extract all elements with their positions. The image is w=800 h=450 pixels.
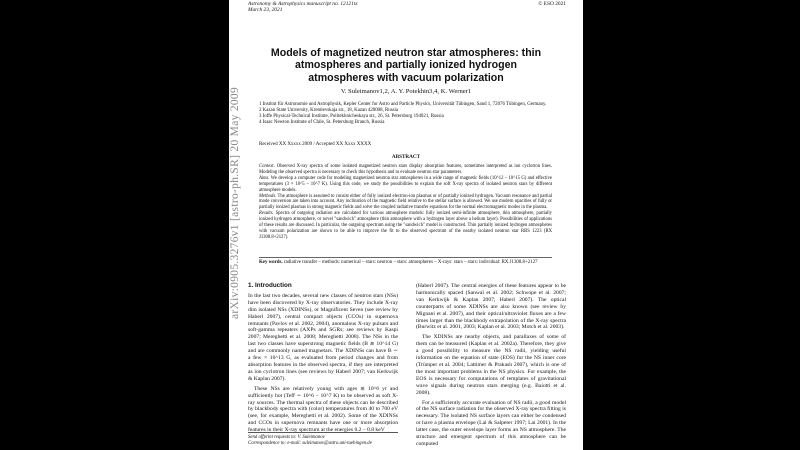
received-line: Received XX Xxxxx 2009 / Accepted XX Xxxx XXXX bbox=[259, 142, 372, 147]
abstract-methods: Methods. The atmosphere is assumed to consist either of fully ionized electron-ion plasmas or of partially ionized hydrogen. Vacuum resonance and partial mode conversion are taken into account. Any inclination of the magnetic field relative to the stellar surface is allowed. We use modern opacities of fully or partially ionized plasmas in strong magnetic fields and solve the coupled radiative transfer equations for the normal electromagnetic modes in the plasma. bbox=[259, 193, 552, 211]
footnote bbox=[248, 432, 398, 447]
correspondence-note: Correspondence to: e-mail: suleimanov@astro.uni-tuebingen.de bbox=[248, 441, 372, 446]
abstract-results: Results. Spectra of outgoing radiation are calculated for various atmosphere models: fully ionized semi-infinite atmosphere, thin atmosphere, partially ionized hydrogen atmosphere, or novel "sandwich" atmosphere (thin atmosphere with a hydrogen layer above a helium layer). Possibilities of applications of these results are discussed. In particular, the outgoing spectrum using the "sandwich" model is constructed. Thin partially ionized hydrogen atmospheres with vacuum polarization are shown to be able to improve the fit to the observed spectrum of the nearby isolated neutron star RBS 1223 (RX J1308.8+2127). bbox=[259, 211, 553, 240]
arxiv-stamp: arXiv:0905.3276v1 [astro-ph.SR] 20 May 2009 bbox=[229, 86, 241, 319]
affiliation: 1 Institut für Astronomie und Astrophysik, Kepler Center for Astro and Particle Physics, Universität Tübingen, Sand 1, 72076 Tübingen, Germany. bbox=[259, 102, 547, 107]
abstract-aims: Aims. We develop a computer code for modeling magnetized neutron star atmospheres in a wide range of magnetic fields (10^12 – 10^15 G) and effective temperatures (3 × 10^5 – 10^7 K). Using this code, we study the possibilities to explain the soft X-ray spectra of isolated neutron stars by different atmosphere models. bbox=[259, 175, 552, 193]
running-header bbox=[248, 1, 566, 14]
date-line: March 23, 2021 bbox=[248, 7, 283, 14]
keywords-text: radiative transfer – methods: numerical – stars: neutron – stars: atmospheres – X-rays: stars – stars: individual: RX J1308.8+2127 bbox=[283, 260, 538, 265]
paragraph: In the last two decades, several new classes of neutron stars (NSs) have been discovered by X-ray observatories. They include X-ray dim isolated NSs (XDINSs), or Magnificent Seven (see review by Haberl 2007), central compact objects (CCOs) in supernova remnants (Pavlov et al. 2002, 2004), anomalous X-ray pulsars and soft-gamma repeaters (AXPs and SGRs; see reviews by Kaspi 2007; Mereghetti et al. 2008; Mereghetti 2008). The NSs in the last two classes have superstrong magnetic fields (B ≳ 10^14 G) and are commonly named magnetars. The XDINSs can have B ∼ a few × 10^13 G, as evaluated from period changes and from absorption features in the observed spectra, if they are interpreted as ion cyclotron lines (see reviews by Haberl 2007; van Kerkwijk & Kaplan 2007). bbox=[248, 292, 398, 382]
abstract-context: Context. Observed X-ray spectra of some isolated magnetized neutron stars display absorption features, sometimes interpreted as ion cyclotron lines. Modeling the observed spectra is necessary to check this hypothesis and to evaluate neutron star parameters. bbox=[259, 164, 552, 175]
affiliation: 4 Isaac Newton Institute of Chile, St. Petersburg Branch, Russia bbox=[259, 120, 385, 125]
paragraph: These NSs are relatively young with ages ≲ 10^6 yr and sufficiently hot (Teff ∼ 10^6 − 10^7 K) to be observed as soft X-ray sources. The thermal spectra of these objects can be described by blackbody spectra with (color) temperatures from 40 to 700 eV (see, for example, Mereghetti et al. 2002). Some of the XDINSs and CCOs in supernova remnants have one or more absorption features in their X-ray spectrum at the energies 0.2 – 0.8 keV bbox=[248, 385, 398, 434]
journal-line: Astronomy & Astrophysics manuscript no. 12121tx bbox=[248, 1, 358, 7]
keywords-label: Key words. bbox=[259, 260, 283, 265]
paragraph: The XDINSs are nearby objects, and parallaxes of some of them can be measured (Kaplan et al. 2002a). Therefore, they give a good possibility to measure the NS radii, yielding useful information on the equation of state (EOS) for the NS inner core (Trümper et al. 2004; Lattimer & Prakash 2007), which is one of the most important problems in the NS physics. For example, the EOS is necessary for computations of templates of gravitational wave signals during neutron stars merging (e.g. Baiotti et al. 2008). bbox=[416, 334, 566, 396]
paragraph: (Haberl 2007). The central energies of these features appear to be harmonically spaced (Sanwal et al. 2002; Schwope et al. 2007; van Kerkwijk & Kaplan 2007; Haberl 2007). The optical counterparts of some XDINSs are also known (see review by Mignani et al. 2007), and their optical/ultraviolet fluxes are a few times larger than the blackbody extrapolation of the X-ray spectra (Burwitz et al. 2001, 2003; Kaplan et al. 2003; Motch et al. 2003). bbox=[416, 283, 566, 331]
copyright: © ESO 2021 bbox=[538, 1, 566, 7]
paragraph: For a sufficiently accurate evaluation of NS radii, a good model of the NS surface radiation for the observed X-ray spectra fitting is necessary. The isolated NS surface layers can either be condensed or have a plasma envelope (Lai & Salpeter 1997; Lai 2001). In the latter case, the outer envelope layer forms an NS atmosphere. The structure and emergent spectrum of this atmosphere can be computed bbox=[416, 399, 566, 447]
offprint-note: Send offprint requests to: V. Suleimanov bbox=[248, 435, 325, 440]
left-column bbox=[248, 283, 398, 437]
abstract-heading: ABSTRACT bbox=[391, 154, 421, 160]
paper-page bbox=[229, 0, 583, 450]
paper-title: Models of magnetized neutron star atmospheres: thin atmospheres and partially ionized hydrogen atmospheres with vacuum polarization bbox=[270, 47, 542, 84]
affiliation: 2 Kazan State University, Kremlevskaja str., 18, Kazan 420008, Russia bbox=[259, 108, 399, 113]
affiliations bbox=[259, 102, 559, 126]
keywords bbox=[259, 257, 552, 266]
abstract-body bbox=[259, 164, 552, 241]
affiliation: 3 Ioffe Physical-Technical Institute, Politekhnicheskaya str., 26, St. Petersburg 194021, Russia bbox=[259, 114, 444, 119]
right-column bbox=[416, 283, 566, 450]
author-list: V. Suleimanov1,2, A. Y. Potekhin3,4, K. Werner1 bbox=[340, 88, 472, 95]
section-heading: 1. Introduction bbox=[248, 282, 292, 289]
